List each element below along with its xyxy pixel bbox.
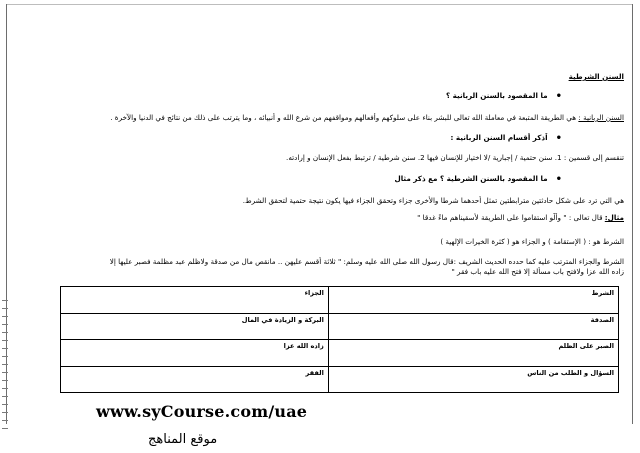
question-2-text: اُذكر أقسام السنن الربانية : <box>450 133 548 142</box>
condition-reward-table <box>60 286 619 393</box>
question-3 <box>0 174 624 183</box>
question-3-text: ما المقصود بالسنن الشرطية ؟ مع ذكر مثال <box>394 174 548 183</box>
definition-line <box>8 113 624 122</box>
question-1-text: ما المقصود بالسنن الربانية ؟ <box>446 91 548 100</box>
question-1 <box>0 91 624 100</box>
question-2 <box>0 133 624 142</box>
table-cell: الصبر على الظلم <box>328 340 618 367</box>
table-header-row <box>61 287 619 314</box>
table-row <box>61 313 619 340</box>
section-title: السنن الشرطية <box>568 72 624 81</box>
divisions-line: تنقسم إلى قسمين : 1. سنن حتمية / إجبارية /لا اختيار للإنسان فيها 2. سنن شرطية / ترتبط بفعل الإنسان و إرادته. <box>286 153 624 162</box>
example-line <box>8 213 624 222</box>
conditional-definition: هي التي ترد على شكل حادثتين مترابطتين تمثل أحدهما شرطا والأخرى جزاء وتحقق الجزاء فيها يكون نتيجة حتمية لتحقق الشرط. <box>242 196 624 205</box>
table-cell: السؤال و الطلب من الناس <box>328 366 618 393</box>
hadith-line-2: زاده الله عزا ولافتح باب مسألة إلا فتح الله عليه باب فقر " <box>451 267 624 276</box>
example-label: مثال: <box>604 213 624 222</box>
example-text: قال تعالى : " وأَلَّو استقاموا على الطريقة لأسقيناهم ماءً غدقا " <box>417 213 605 222</box>
table-cell: الفقر <box>61 366 329 393</box>
table-row <box>61 366 619 393</box>
table-header-reward: الجزاء <box>61 287 329 314</box>
condition-result-line: الشرط هو : ( الإستقامة ) و الجزاء هو ( كثرة الخيرات الإلهية ) <box>440 237 624 246</box>
page-frame-right <box>632 4 633 424</box>
table-header-condition: الشرط <box>328 287 618 314</box>
table-row <box>61 340 619 367</box>
table-cell: البركة و الزيادة في المال <box>61 313 329 340</box>
page-frame-ticks <box>2 300 8 430</box>
page-frame-top <box>6 4 633 5</box>
footer-url: www.syCourse.com/uae <box>96 402 308 421</box>
hadith-line-1: الشرط والجزاء المترتب عليه كما حدده الحديث الشريف :قال رسول الله صلى الله عليه وسلم: " ثلاثة أقسم عليهن .. مانقص مال من صدقة ولاظلم عبد مظلمة فصبر عليها إلا <box>109 257 624 266</box>
definition-label: السنن الربانية : <box>578 113 624 122</box>
footer-site-name: موقع المناهج <box>148 432 218 447</box>
table-cell: زاده الله عزا <box>61 340 329 367</box>
definition-text: هي الطريقة المتبعة في معاملة الله تعالى للبشر بناء على سلوكهم وأفعالهم ومواقفهم من شرع الله و أنبيائه ، وما يترتب على ذلك من نتائج في الدنيا والآخرة . <box>110 113 577 122</box>
table-cell: الصدقة <box>328 313 618 340</box>
